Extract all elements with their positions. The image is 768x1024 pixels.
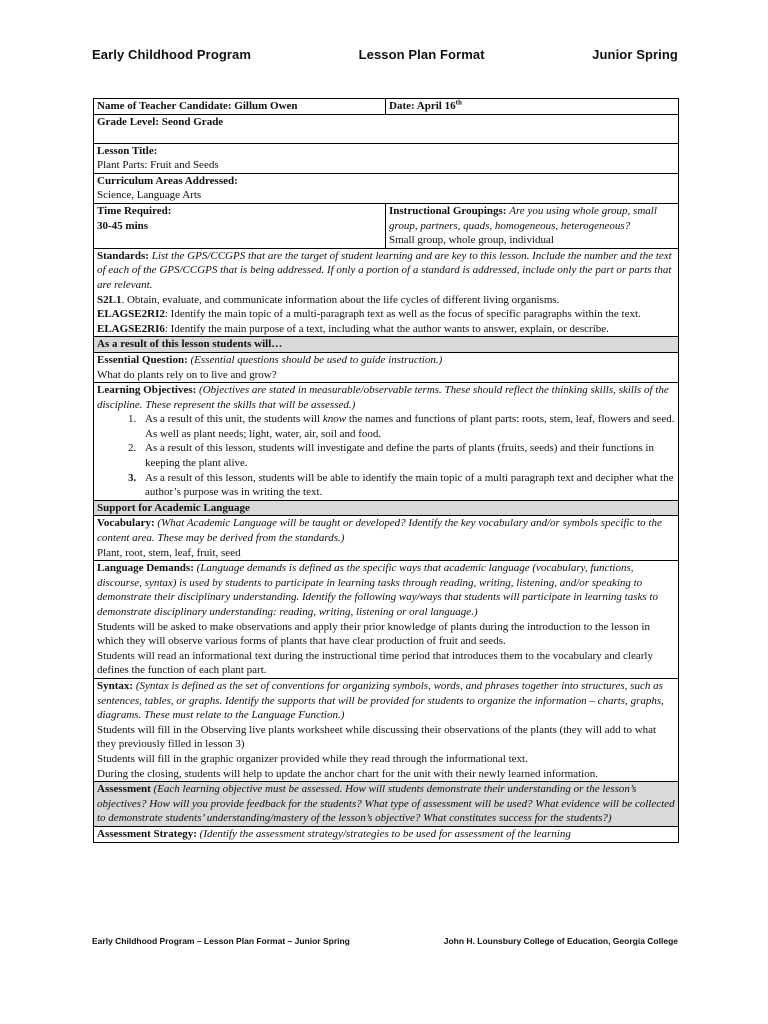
lesson-title-label: Lesson Title: xyxy=(97,144,158,157)
teacher-label: Name of Teacher Candidate: xyxy=(97,100,235,112)
essential-question-value: What do plants rely on to live and grow? xyxy=(97,368,277,381)
groupings-value: Small group, whole group, individual xyxy=(389,234,554,247)
standard-text: : Identify the main topic of a multi-paragraph text as well as the focus of specific paragraphs within the text. xyxy=(164,308,641,321)
grade-value: Seond Grade xyxy=(161,115,224,128)
row-result-heading xyxy=(94,337,679,353)
language-demands-line: Students will be asked to make observations and apply their prior knowledge of plants during the introduction to the lesson in which they will observe various forms of plants that have clear production of fruit and seeds. xyxy=(97,620,650,648)
assessment-prompt: (Each learning objective must be assessed. How will students demonstrate their understanding or the lesson’s objectives? How will you provide feedback for the students? What type of assessment will be used? What evidence will be collected to demonstrate students’ understanding/mastery of the lesson’s objective? What constitutes success for the students?) xyxy=(97,783,675,825)
row-assessment-strategy xyxy=(94,826,679,842)
date-suffix: th xyxy=(455,98,462,107)
lesson-plan-table xyxy=(93,98,679,843)
row-assessment xyxy=(94,782,679,827)
objective-text: As a result of this lesson, students will investigate and define the parts of plants (fruits, seeds) and their functions in keeping the plant alive. xyxy=(145,442,654,470)
row-objectives xyxy=(94,383,679,501)
result-heading: As a result of this lesson students will… xyxy=(94,337,679,353)
syntax-cell xyxy=(94,678,679,781)
time-value: 30-45 mins xyxy=(97,219,149,232)
objectives-prompt: (Objectives are stated in measurable/observable terms. These should reflect the thinking skills, skills of the discipline. These represent the skills that will be assessed.) xyxy=(97,384,669,411)
language-demands-line: Students will read an informational text during the instructional time period that introduces them to the vocabulary and clearly defines the function of each plant part. xyxy=(97,649,653,677)
standard-text: : Identify the main purpose of a text, including what the author wants to answer, explain, or describe. xyxy=(164,322,609,335)
groupings-cell xyxy=(386,203,679,248)
row-teacher-date xyxy=(94,99,679,115)
row-lesson-title xyxy=(94,143,679,173)
header-term: Junior Spring xyxy=(592,47,678,62)
lesson-title-cell xyxy=(94,143,679,173)
standards-cell xyxy=(94,248,679,337)
groupings-prompt: Are you using whole group, small group, partners, quads, homogeneous, heterogeneous? xyxy=(389,204,657,232)
language-demands-cell xyxy=(94,561,679,679)
row-time-groupings xyxy=(94,203,679,248)
essential-question-prompt: (Essential questions should be used to guide instruction.) xyxy=(190,353,443,366)
date-label: Date: xyxy=(389,100,417,112)
grade-cell xyxy=(94,114,679,143)
vocabulary-prompt: (What Academic Language will be taught or developed? Identify the key vocabulary and/or symbols specific to the content area. These may be derived from the standards.) xyxy=(97,517,662,545)
curriculum-label: Curriculum Areas Addressed: xyxy=(97,174,238,187)
standard-item xyxy=(97,322,675,337)
groupings-label: Instructional Groupings: xyxy=(389,204,510,217)
standard-code: ELAGSE2RI6 xyxy=(97,322,165,335)
header-format: Lesson Plan Format xyxy=(358,47,485,62)
objective-item xyxy=(139,412,675,441)
syntax-label: Syntax: xyxy=(97,679,136,692)
language-demands-prompt: (Language demands is defined as the specific ways that academic language (vocabulary, functions, discourse, syntax) is used by students to participate in learning tasks through reading, writing, listening, and/or speaking to demonstrate their disciplinary understanding. Identify the following way/ways that students will participate in learning tasks to demonstrate disciplinary understanding: reading, writing, listening or oral language.) xyxy=(97,562,658,618)
standard-code: ELAGSE2RI2 xyxy=(97,308,165,321)
objective-text-rest: the names and functions of plant parts: roots, stem, leaf, flowers and seed. As well as plant needs; light, water, air, soil and food. xyxy=(145,413,675,440)
syntax-line: During the closing, students will help to update the anchor chart for the unit with their newly learned information. xyxy=(97,767,598,780)
syntax-line: Students will fill in the Observing live plants worksheet while discussing their observations of the plants (they will add to what they previously filled in lesson 3) xyxy=(97,723,657,751)
assessment-strategy-cell xyxy=(94,826,679,842)
row-grade xyxy=(94,114,679,143)
standard-code: S2L1 xyxy=(97,293,122,306)
standard-text: . Obtain, evaluate, and communicate information about the life cycles of different living organisms. xyxy=(121,293,560,306)
row-essential-question xyxy=(94,352,679,382)
objectives-list xyxy=(97,412,675,500)
objectives-cell xyxy=(94,383,679,501)
row-vocabulary xyxy=(94,516,679,561)
language-demands-label: Language Demands: xyxy=(97,562,197,575)
date-cell xyxy=(386,99,679,115)
page-header xyxy=(92,47,678,62)
row-language-demands xyxy=(94,561,679,679)
time-cell xyxy=(94,203,386,248)
essential-question-cell xyxy=(94,352,679,382)
standard-item xyxy=(97,293,675,308)
teacher-cell xyxy=(94,99,386,115)
row-curriculum xyxy=(94,173,679,203)
header-program: Early Childhood Program xyxy=(92,47,252,62)
row-syntax xyxy=(94,678,679,781)
vocabulary-label: Vocabulary: xyxy=(97,517,158,530)
syntax-prompt: (Syntax is defined as the set of conventions for organizing symbols, words, and phrases together into structures, such as sentences, tables, or graphs. Identify the supports that will be provided for students to organize the information – charts, graphs, diagrams. These must relate to the Language Function.) xyxy=(97,679,664,722)
objectives-label: Learning Objectives: xyxy=(97,384,200,397)
assessment-label: Assessment xyxy=(97,783,154,796)
assessment-strategy-label: Assessment Strategy: xyxy=(97,827,200,840)
page-footer xyxy=(92,936,678,946)
row-standards xyxy=(94,248,679,337)
curriculum-cell xyxy=(94,173,679,203)
objective-text: As a result of this lesson, students will be able to identify the main topic of a multi paragraph text and decipher what the author’s purpose was in writing the text. xyxy=(145,471,674,499)
grade-label: Grade Level: xyxy=(97,115,162,128)
standards-prompt: List the GPS/CCGPS that are the target of student learning and are key to this lesson. Include the number and the text of each of the GPS/CCGPS that is being addressed. If only a portion of a standard is addressed, include only the part or parts that are relevant. xyxy=(97,249,672,291)
assessment-cell xyxy=(94,782,679,827)
objective-text: As a result of this unit, the students will xyxy=(145,413,323,426)
essential-question-label: Essential Question: xyxy=(97,353,191,366)
lesson-title-value: Plant Parts: Fruit and Seeds xyxy=(97,159,219,172)
footer-left: Early Childhood Program – Lesson Plan Format – Junior Spring xyxy=(92,936,350,946)
teacher-name: Gillum Owen xyxy=(234,100,298,112)
objective-item xyxy=(139,441,675,470)
assessment-strategy-prompt: (Identify the assessment strategy/strategies to be used for assessment of the learning xyxy=(199,827,571,840)
objective-emphasis: know xyxy=(322,413,347,426)
time-label: Time Required: xyxy=(97,204,172,217)
support-heading: Support for Academic Language xyxy=(94,500,679,516)
vocabulary-cell xyxy=(94,516,679,561)
date-value: April 16 xyxy=(416,100,456,112)
row-support-heading xyxy=(94,500,679,516)
syntax-line: Students will fill in the graphic organizer provided while they read through the informational text. xyxy=(97,752,528,765)
vocabulary-value: Plant, root, stem, leaf, fruit, seed xyxy=(97,546,241,559)
curriculum-value: Science, Language Arts xyxy=(97,189,202,202)
objective-item xyxy=(139,471,675,500)
standards-label: Standards: xyxy=(97,249,152,262)
footer-right: John H. Lounsbury College of Education, Georgia College xyxy=(443,936,678,946)
standard-item xyxy=(97,307,675,322)
